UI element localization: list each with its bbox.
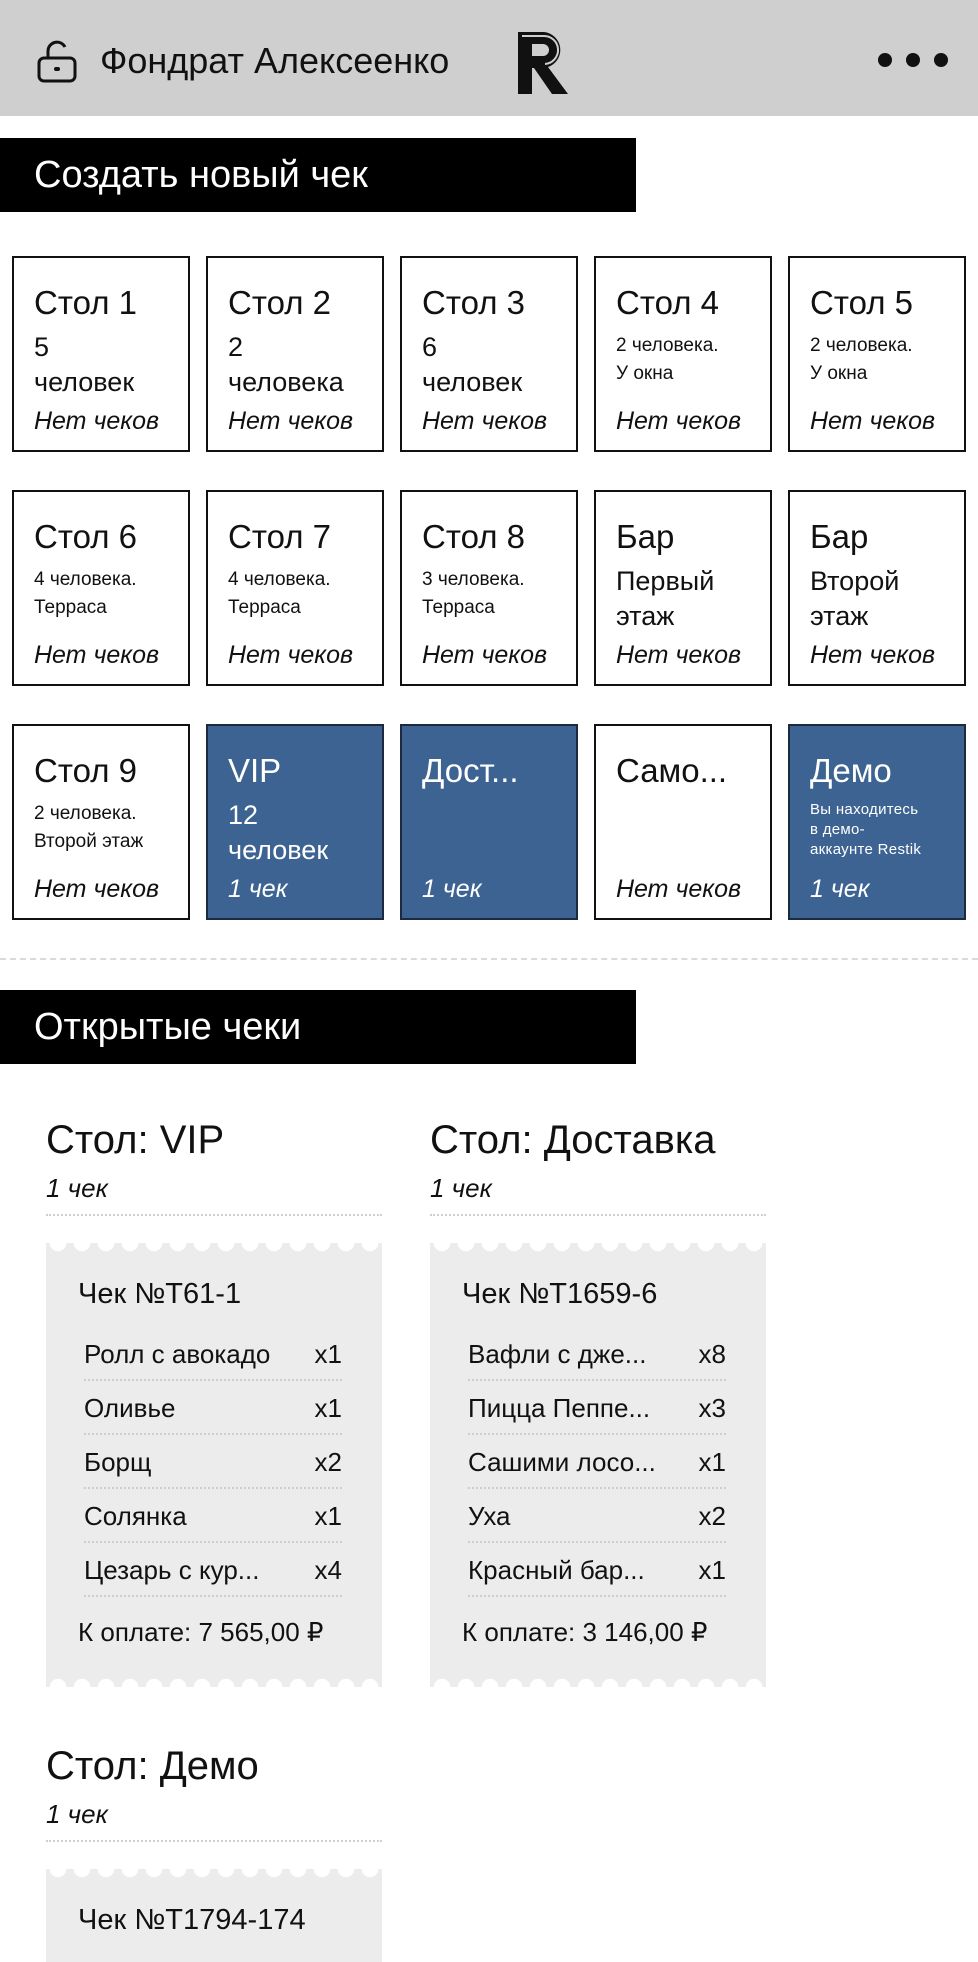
open-table-count: 1 чек	[46, 1173, 108, 1203]
table-tile-status: Нет чеков	[34, 641, 160, 669]
table-tile-description: 2 человека. Второй этаж	[34, 803, 144, 852]
table-tile-name: Демо	[810, 752, 892, 789]
receipt-number: Чек №T1794-174	[78, 1904, 306, 1936]
receipt-card[interactable]	[430, 1254, 766, 1676]
table-tile[interactable]	[594, 256, 772, 452]
receipt-item: Уха x2	[468, 1489, 726, 1543]
table-tile-status: Нет чеков	[810, 641, 936, 669]
table-tile-description: Второй этаж	[810, 566, 900, 631]
table-tile-name: Стол 9	[34, 752, 137, 789]
open-table-vip	[46, 1118, 382, 1216]
receipt-total: К оплате: 3 146,00 ₽	[462, 1617, 708, 1647]
table-tile-name: VIP	[228, 752, 282, 789]
receipt-item: Оливье x1	[84, 1381, 342, 1435]
table-tile-description: 6 человек	[422, 332, 523, 397]
receipt-card[interactable]	[46, 1880, 382, 1962]
receipt-item: Солянка x1	[84, 1489, 342, 1543]
open-table-title: Стол: Демо	[46, 1744, 259, 1788]
table-tile-name: Дост...	[422, 752, 519, 789]
table-tile-description: 2 человека. У окна	[810, 335, 913, 384]
table-tile-name: Стол 6	[34, 518, 137, 555]
table-tile-description: 3 человека. Терраса	[422, 569, 525, 618]
receipt-item: Цезарь с кур... x4	[84, 1543, 342, 1597]
table-tile[interactable]	[400, 724, 578, 920]
table-tile[interactable]	[206, 256, 384, 452]
receipt-card[interactable]	[46, 1254, 382, 1676]
table-tile-status: 1 чек	[422, 875, 482, 903]
table-tile-status: Нет чеков	[228, 641, 354, 669]
table-tile-status: 1 чек	[228, 875, 288, 903]
receipt-number: Чек №T61-1	[78, 1278, 242, 1310]
table-tile-status: Нет чеков	[616, 407, 742, 435]
open-table-title: Стол: VIP	[46, 1118, 225, 1162]
table-tile-name: Стол 8	[422, 518, 525, 555]
table-tile-name: Само...	[616, 752, 728, 789]
table-tile-status: Нет чеков	[34, 875, 160, 903]
receipt-number: Чек №T1659-6	[462, 1278, 658, 1310]
table-tile[interactable]	[788, 724, 966, 920]
table-tile[interactable]	[788, 490, 966, 686]
receipt-item: Пицца Пеппе... x3	[468, 1381, 726, 1435]
table-tile-status: Нет чеков	[810, 407, 936, 435]
receipt-item: Вафли с дже... x8	[468, 1327, 726, 1381]
table-tile-status: Нет чеков	[422, 407, 548, 435]
tables-grid	[12, 256, 968, 920]
receipt-item: Ролл с авокадо x1	[84, 1327, 342, 1381]
table-tile-name: Стол 1	[34, 284, 137, 321]
table-tile[interactable]	[12, 724, 190, 920]
table-tile-status: Нет чеков	[616, 875, 742, 903]
table-tile[interactable]	[206, 490, 384, 686]
table-tile-name: Стол 4	[616, 284, 719, 321]
table-tile-name: Бар	[616, 518, 675, 555]
table-tile-description: 2 человека	[228, 332, 344, 397]
restik-logo-icon	[512, 28, 572, 96]
receipt-item: Красный бар... x1	[468, 1543, 726, 1597]
user-name: Фондрат Алексеенко	[100, 40, 450, 81]
table-tile-name: Стол 5	[810, 284, 913, 321]
table-tile[interactable]	[594, 724, 772, 920]
table-tile[interactable]	[12, 256, 190, 452]
table-tile-status: Нет чеков	[228, 407, 354, 435]
table-tile-description: 4 человека. Терраса	[228, 569, 331, 618]
table-tile-name: Стол 3	[422, 284, 525, 321]
open-table-title: Стол: Доставка	[430, 1118, 716, 1162]
open-checks-heading: Открытые чеки	[0, 990, 636, 1064]
receipt-item: Борщ x2	[84, 1435, 342, 1489]
open-table-count: 1 чек	[430, 1173, 492, 1203]
receipt-total: К оплате: 7 565,00 ₽	[78, 1617, 324, 1647]
unlock-icon[interactable]	[34, 38, 80, 84]
table-tile[interactable]	[12, 490, 190, 686]
table-tile-description: Вы находитесь в демо- аккаунте Restik	[810, 801, 922, 858]
table-tile-name: Стол 2	[228, 284, 331, 321]
table-tile-status: Нет чеков	[616, 641, 742, 669]
table-tile[interactable]	[206, 724, 384, 920]
open-table-delivery	[430, 1118, 766, 1216]
table-tile-name: Бар	[810, 518, 869, 555]
table-tile[interactable]	[400, 490, 578, 686]
divider	[0, 958, 978, 960]
table-tile-status: Нет чеков	[34, 407, 160, 435]
open-table-demo	[46, 1744, 382, 1842]
create-check-heading: Создать новый чек	[0, 138, 636, 212]
table-tile-description: 2 человека. У окна	[616, 335, 719, 384]
table-tile-status: 1 чек	[810, 875, 870, 903]
open-table-count: 1 чек	[46, 1799, 108, 1829]
table-tile-description: 12 человек	[228, 800, 329, 865]
table-tile[interactable]	[400, 256, 578, 452]
table-tile-description: Первый этаж	[616, 566, 715, 631]
table-tile[interactable]	[594, 490, 772, 686]
table-tile-description: 5 человек	[34, 332, 135, 397]
more-menu-icon[interactable]	[878, 50, 948, 70]
receipt-item: Сашими лосо... x1	[468, 1435, 726, 1489]
table-tile-description: 4 человека. Терраса	[34, 569, 137, 618]
table-tile-status: Нет чеков	[422, 641, 548, 669]
table-tile[interactable]	[788, 256, 966, 452]
app-header	[0, 0, 978, 116]
table-tile-name: Стол 7	[228, 518, 331, 555]
